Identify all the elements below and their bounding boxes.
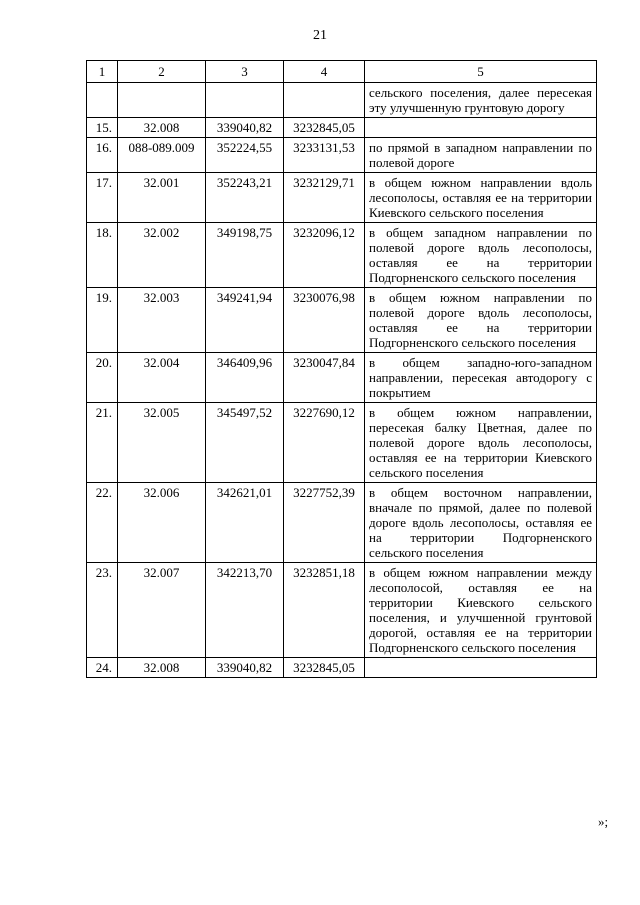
x-coordinate-cell: 349198,75 — [206, 223, 284, 288]
description-cell — [365, 118, 597, 138]
row-number-cell: 16. — [87, 138, 118, 173]
y-coordinate-cell: 3227690,12 — [284, 403, 365, 483]
y-coordinate-cell: 3230076,98 — [284, 288, 365, 353]
table-row — [87, 223, 597, 288]
row-number-cell: 18. — [87, 223, 118, 288]
table-row — [87, 483, 597, 563]
row-number-cell: 23. — [87, 563, 118, 658]
x-coordinate-cell: 345497,52 — [206, 403, 284, 483]
table-row — [87, 563, 597, 658]
description-cell: в общем южном направлении по полевой дороге вдоль лесополосы, оставляя ее на территории Подгорненского сельского поселения — [365, 288, 597, 353]
table-row — [87, 403, 597, 483]
description-cell: в общем южном направлении между лесополосой, оставляя ее на территории Киевского сельского поселения, и улучшенной грунтовой дорогой, оставляя ее на территории Подгорненского сельского поселения — [365, 563, 597, 658]
header-col-2: 2 — [118, 61, 206, 83]
point-id-cell: 32.005 — [118, 403, 206, 483]
row-number-cell: 19. — [87, 288, 118, 353]
point-id-cell: 32.008 — [118, 658, 206, 678]
boundary-points-table — [86, 60, 597, 678]
y-coordinate-cell: 3232845,05 — [284, 658, 365, 678]
x-coordinate-cell: 352243,21 — [206, 173, 284, 223]
table-row — [87, 118, 597, 138]
header-col-4: 4 — [284, 61, 365, 83]
description-cell: в общем западном направлении по полевой дороге вдоль лесополосы, оставляя ее на территории Подгорненского сельского поселения — [365, 223, 597, 288]
row-number-cell: 22. — [87, 483, 118, 563]
description-cell: по прямой в западном направлении по полевой дороге — [365, 138, 597, 173]
table-row — [87, 173, 597, 223]
row-number-cell: 24. — [87, 658, 118, 678]
row-number-cell — [87, 83, 118, 118]
description-cell — [365, 658, 597, 678]
y-coordinate-cell: 3230047,84 — [284, 353, 365, 403]
closing-quote-mark: »; — [598, 814, 609, 829]
point-id-cell: 32.007 — [118, 563, 206, 658]
y-coordinate-cell: 3232096,12 — [284, 223, 365, 288]
x-coordinate-cell: 342213,70 — [206, 563, 284, 658]
page-number: 21 — [313, 28, 327, 43]
row-number-cell: 21. — [87, 403, 118, 483]
y-coordinate-cell: 3232851,18 — [284, 563, 365, 658]
description-cell: в общем восточном направлении, вначале по прямой, далее по полевой дороге вдоль лесополосы, оставляя ее на территории Подгорненского сельского поселения — [365, 483, 597, 563]
x-coordinate-cell: 342621,01 — [206, 483, 284, 563]
x-coordinate-cell: 349241,94 — [206, 288, 284, 353]
y-coordinate-cell: 3232129,71 — [284, 173, 365, 223]
x-coordinate-cell: 339040,82 — [206, 658, 284, 678]
x-coordinate-cell: 346409,96 — [206, 353, 284, 403]
point-id-cell — [118, 83, 206, 118]
row-number-cell: 17. — [87, 173, 118, 223]
header-col-1: 1 — [87, 61, 118, 83]
table-header-row — [87, 61, 597, 83]
y-coordinate-cell — [284, 83, 365, 118]
table-row — [87, 83, 597, 118]
point-id-cell: 32.003 — [118, 288, 206, 353]
header-col-3: 3 — [206, 61, 284, 83]
description-cell: в общем южном направлении вдоль лесополосы, оставляя ее на территории Киевского сельского поселения — [365, 173, 597, 223]
table-row — [87, 353, 597, 403]
row-number-cell: 20. — [87, 353, 118, 403]
point-id-cell: 32.008 — [118, 118, 206, 138]
table-row — [87, 288, 597, 353]
table-row — [87, 658, 597, 678]
point-id-cell: 32.006 — [118, 483, 206, 563]
x-coordinate-cell — [206, 83, 284, 118]
description-cell: в общем западно-юго-западном направлении, пересекая автодорогу с покрытием — [365, 353, 597, 403]
row-number-cell: 15. — [87, 118, 118, 138]
description-cell: в общем южном направлении, пересекая балку Цветная, далее по полевой дороге вдоль лесополосы, оставляя ее на территории Киевского сельского поселения — [365, 403, 597, 483]
header-col-5: 5 — [365, 61, 597, 83]
y-coordinate-cell: 3227752,39 — [284, 483, 365, 563]
y-coordinate-cell: 3232845,05 — [284, 118, 365, 138]
point-id-cell: 088-089.009 — [118, 138, 206, 173]
point-id-cell: 32.004 — [118, 353, 206, 403]
point-id-cell: 32.002 — [118, 223, 206, 288]
x-coordinate-cell: 339040,82 — [206, 118, 284, 138]
point-id-cell: 32.001 — [118, 173, 206, 223]
table-row — [87, 138, 597, 173]
y-coordinate-cell: 3233131,53 — [284, 138, 365, 173]
description-cell: сельского поселения, далее пересекая эту улучшенную грунтовую дорогу — [365, 83, 597, 118]
x-coordinate-cell: 352224,55 — [206, 138, 284, 173]
